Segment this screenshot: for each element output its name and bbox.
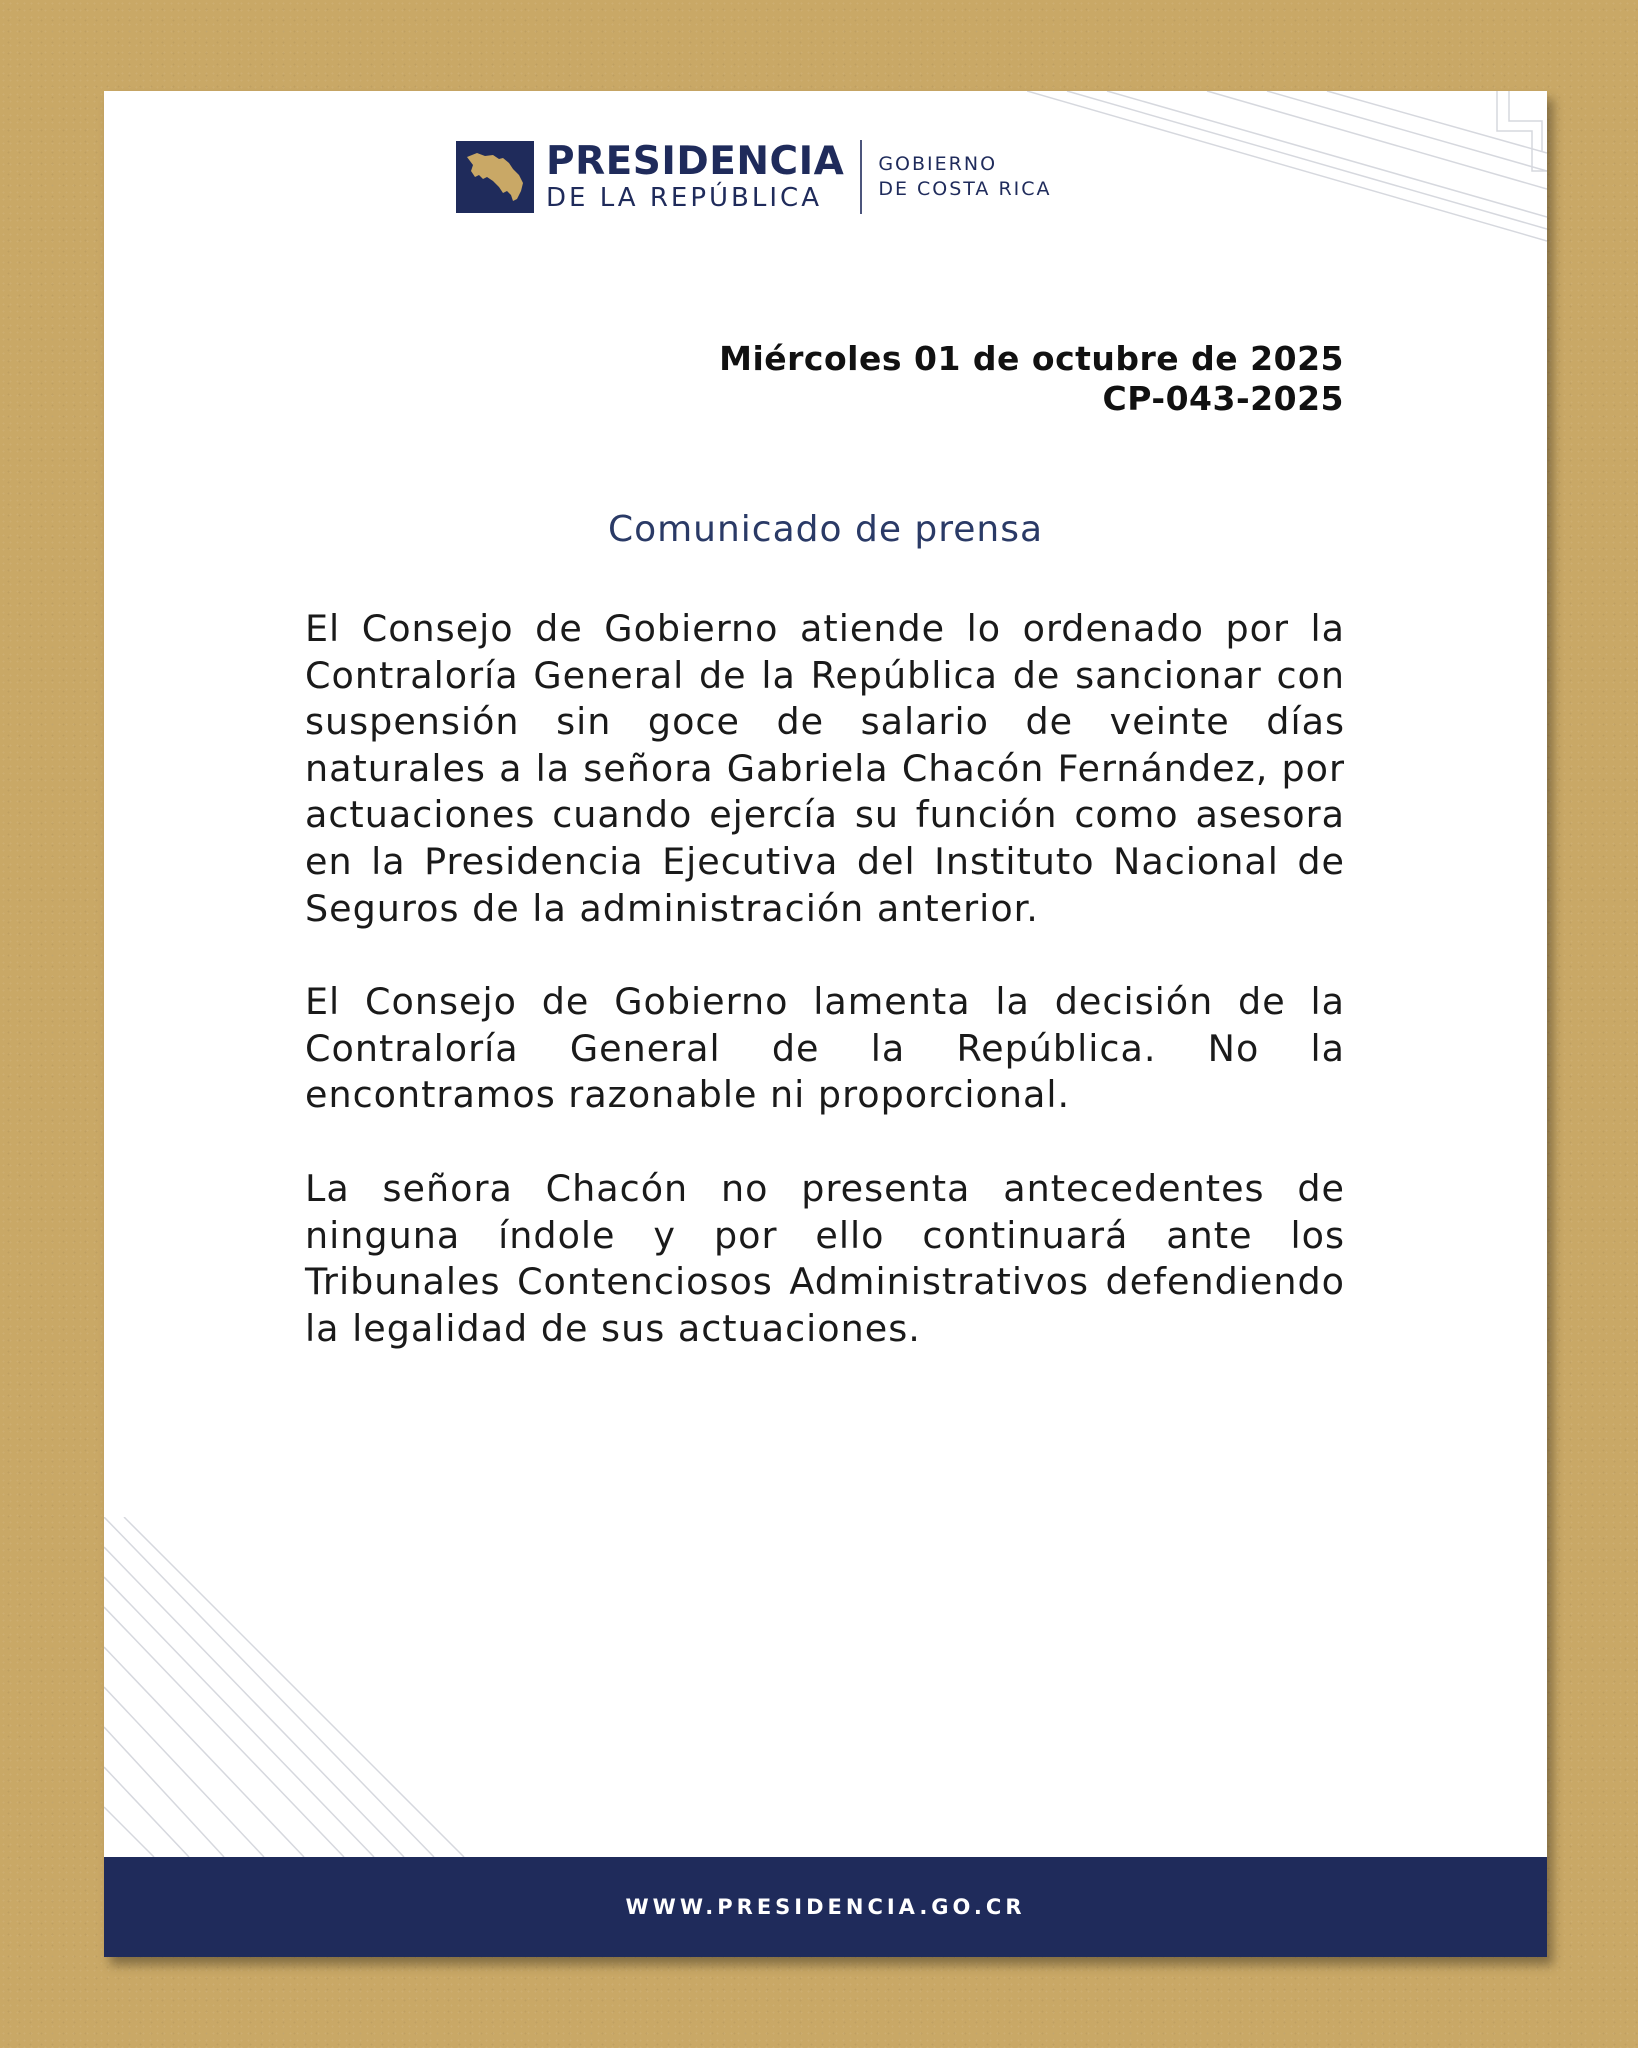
presidencia-logo bbox=[456, 139, 1052, 215]
press-release-sheet bbox=[104, 91, 1547, 1957]
gov-line-1: GOBIERNO bbox=[878, 153, 998, 175]
footer-website: WWW.PRESIDENCIA.GO.CR bbox=[625, 1895, 1026, 1919]
release-meta bbox=[719, 339, 1344, 419]
government-label bbox=[878, 152, 1051, 202]
decorative-lines-top bbox=[1027, 91, 1547, 261]
release-date: Miércoles 01 de octubre de 2025 bbox=[719, 339, 1344, 378]
paragraph-2: El Consejo de Gobierno lamenta la decisión de la Contraloría General de la República. No la encontramos razonable ni proporcional. bbox=[305, 980, 1345, 1117]
logo-title: PRESIDENCIA bbox=[546, 139, 845, 184]
page-title: Comunicado de prensa bbox=[607, 509, 1044, 550]
paragraph-1: El Consejo de Gobierno atiende lo ordenado por la Contraloría General de la República de sancionar con suspensión sin goce de salario de veinte días naturales a la señora Gabriela Chacón Fernández, por actuaciones cuando ejercía su función como asesora en la Presidencia Ejecutiva del Instituto Nacional de Seguros de la administración anterior. bbox=[305, 607, 1345, 930]
footer-bar bbox=[104, 1857, 1547, 1957]
costa-rica-map-icon bbox=[456, 141, 534, 213]
logo-divider bbox=[860, 140, 862, 214]
release-body bbox=[305, 606, 1345, 1399]
paragraph-3: La señora Chacón no presenta antecedentes de ninguna índole y por ello continuará ante los Tribunales Contenciosos Administrativos defendiendo la legalidad de sus actuaciones. bbox=[305, 1166, 1345, 1350]
decorative-lines-bottom bbox=[104, 1517, 524, 1857]
gov-line-2: DE COSTA RICA bbox=[878, 178, 1052, 200]
release-reference: CP-043-2025 bbox=[1102, 379, 1344, 418]
logo-subtitle: DE LA REPÚBLICA bbox=[546, 183, 822, 213]
